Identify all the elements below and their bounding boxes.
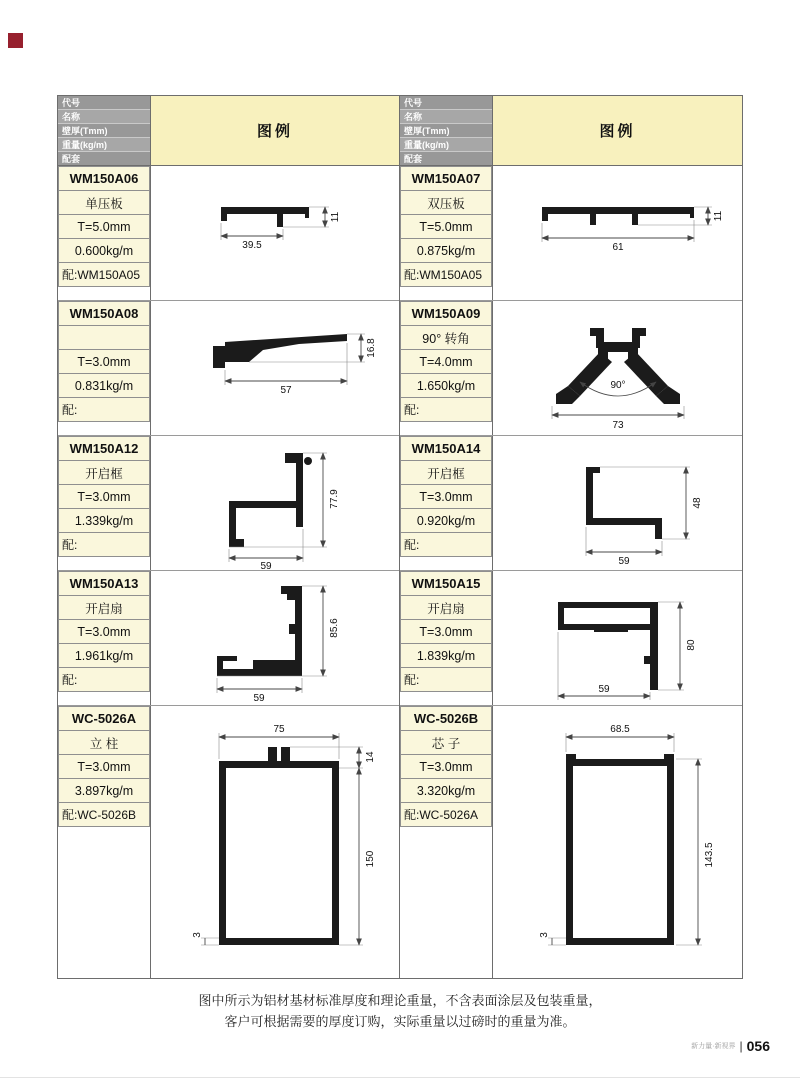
product-labels <box>58 436 151 570</box>
product-diagram <box>493 301 742 435</box>
profile-diagram-wm150a12 <box>151 437 399 570</box>
profile-shape <box>221 207 309 227</box>
product-block-wc5026b <box>400 706 742 978</box>
header-row-thickness: 壁厚(Tmm) <box>58 124 150 138</box>
profile-knob <box>304 457 312 465</box>
profile-diagram-wm150a09 <box>494 302 742 435</box>
profile-left-wall <box>219 767 226 945</box>
brand-tagline: 新力量·新视界 <box>691 1043 736 1050</box>
profile-lip <box>566 754 576 759</box>
product-diagram <box>493 706 742 978</box>
profile-shape <box>213 334 347 368</box>
dim-width-label: 39.5 <box>242 239 262 251</box>
product-diagram <box>151 436 399 570</box>
table-header-labels <box>400 96 493 165</box>
profile-channel-lip <box>223 656 237 661</box>
product-thickness: T=3.0mm <box>400 484 492 509</box>
profile-lip <box>664 754 674 759</box>
product-weight: 1.339kg/m <box>58 508 150 533</box>
dim-width-label: 59 <box>253 692 265 704</box>
dim-tab-label: 14 <box>365 751 376 763</box>
product-block-wm150a14 <box>400 436 742 571</box>
product-name: 开启扇 <box>400 595 492 620</box>
profile-shape <box>285 453 303 527</box>
profile-diagram-wm150a07 <box>494 167 742 300</box>
header-row-match: 配套 <box>58 152 150 165</box>
dim-width-label: 57 <box>280 384 292 396</box>
product-block-wm150a07 <box>400 166 742 301</box>
header-row-match: 配套 <box>400 152 492 165</box>
product-match: 配:WM150A05 <box>58 262 150 287</box>
profile-table-left <box>57 95 400 979</box>
profile-channel-base <box>217 669 295 676</box>
profile-shape <box>586 467 662 539</box>
product-name: 单压板 <box>58 190 150 215</box>
product-weight: 0.600kg/m <box>58 238 150 263</box>
product-name: 开启框 <box>58 460 150 485</box>
product-block-wm150a15 <box>400 571 742 706</box>
product-block-wm150a06 <box>58 166 399 301</box>
profile-left-wall <box>566 759 573 945</box>
product-weight: 0.831kg/m <box>58 373 150 398</box>
table-header <box>58 96 399 166</box>
dim-height-label: 80 <box>685 638 697 651</box>
product-code: WM150A13 <box>58 571 150 596</box>
footer-divider: | <box>739 1039 743 1053</box>
product-diagram <box>493 436 742 570</box>
product-code: WM150A12 <box>58 436 150 461</box>
product-labels <box>400 436 493 570</box>
product-match: 配: <box>400 667 492 692</box>
product-code: WM150A07 <box>400 166 492 191</box>
profile-diagram-wm150a14 <box>494 437 742 570</box>
product-weight: 0.875kg/m <box>400 238 492 263</box>
profile-diagram-wm150a08 <box>151 302 399 435</box>
product-weight: 3.897kg/m <box>58 778 150 803</box>
profile-diagram-wm150a13 <box>151 572 399 705</box>
dim-width-label: 73 <box>611 419 624 431</box>
dim-bottom-label: 3 <box>538 932 550 938</box>
product-thickness: T=5.0mm <box>58 214 150 239</box>
table-header-labels <box>58 96 151 165</box>
profile-diagram-wm150a06 <box>151 167 399 300</box>
profile-shape <box>229 501 296 547</box>
header-row-code: 代号 <box>58 96 150 110</box>
product-match: 配:WC-5026B <box>58 802 150 827</box>
profile-right-wall <box>332 767 339 945</box>
header-row-weight: 重量(kg/m) <box>58 138 150 152</box>
product-weight: 3.320kg/m <box>400 778 492 803</box>
profile-diagram-wm150a15 <box>494 572 742 705</box>
product-thickness: T=3.0mm <box>58 754 150 779</box>
product-diagram <box>493 166 742 300</box>
product-code: WM150A14 <box>400 436 492 461</box>
product-name: 立 柱 <box>58 730 150 755</box>
profile-top-wall <box>566 759 674 766</box>
header-row-name: 名称 <box>58 110 150 124</box>
profile-diagram-wc5026b <box>494 707 742 977</box>
product-labels <box>58 301 151 435</box>
product-thickness: T=3.0mm <box>58 349 150 374</box>
profile-tab <box>281 747 290 761</box>
product-name <box>58 325 150 350</box>
profile-channel-step <box>253 660 295 669</box>
dim-top-label: 68.5 <box>609 724 630 735</box>
product-code: WM150A06 <box>58 166 150 191</box>
profile-bottom-wall <box>566 938 674 945</box>
product-labels <box>58 706 151 978</box>
product-block-wm150a12 <box>58 436 399 571</box>
product-diagram <box>151 301 399 435</box>
profile-tables <box>57 95 743 979</box>
dim-top-label: 75 <box>273 724 285 735</box>
legend-header: 图例 <box>493 96 742 165</box>
footer-note-line2: 客户可根据需要的厚度订购，实际重量以过磅时的重量为准。 <box>224 1014 576 1029</box>
dim-right-label: 143.5 <box>703 842 715 868</box>
product-name: 开启框 <box>400 460 492 485</box>
product-match: 配: <box>58 667 150 692</box>
product-match: 配: <box>58 397 150 422</box>
dim-height-label: 77.9 <box>329 488 340 509</box>
dim-height-label: 11 <box>712 210 724 221</box>
product-code: WM150A15 <box>400 571 492 596</box>
page-number: 056 <box>746 1038 770 1054</box>
product-diagram <box>151 166 399 300</box>
profile-hook <box>590 328 604 348</box>
profile-top-wall <box>219 761 339 768</box>
product-code: WM150A09 <box>400 301 492 326</box>
table-header <box>400 96 742 166</box>
product-block-wm150a13 <box>58 571 399 706</box>
dim-height-label: 48 <box>691 496 703 509</box>
product-thickness: T=3.0mm <box>400 754 492 779</box>
product-name: 90° 转角 <box>400 325 492 350</box>
profile-wing <box>624 352 668 396</box>
product-diagram <box>151 706 399 978</box>
product-thickness: T=3.0mm <box>400 619 492 644</box>
product-diagram <box>151 571 399 705</box>
profile-bottom-wall <box>219 938 339 945</box>
product-code: WC-5026B <box>400 706 492 731</box>
profile-channel-wall <box>217 656 223 676</box>
product-diagram <box>493 571 742 705</box>
dim-width-label: 59 <box>597 683 610 695</box>
product-weight: 0.920kg/m <box>400 508 492 533</box>
product-name: 双压板 <box>400 190 492 215</box>
product-weight: 1.961kg/m <box>58 643 150 668</box>
product-match: 配:WC-5026A <box>400 802 492 827</box>
product-thickness: T=3.0mm <box>58 619 150 644</box>
product-labels <box>58 166 151 300</box>
product-match: 配: <box>58 532 150 557</box>
profile-hook <box>632 328 646 348</box>
product-labels <box>58 571 151 705</box>
product-weight: 1.650kg/m <box>400 373 492 398</box>
product-labels <box>400 301 493 435</box>
product-thickness: T=5.0mm <box>400 214 492 239</box>
footer-note-line1: 图中所示为铝材基材标准厚度和理论重量，不含表面涂层及包装重量， <box>198 993 602 1008</box>
profile-right-wall <box>667 759 674 945</box>
product-name: 开启扇 <box>58 595 150 620</box>
dim-right-label: 150 <box>365 850 376 868</box>
profile-wing <box>568 352 612 396</box>
dim-width-label: 59 <box>260 560 272 570</box>
product-code: WC-5026A <box>58 706 150 731</box>
product-weight: 1.839kg/m <box>400 643 492 668</box>
product-thickness: T=3.0mm <box>58 484 150 509</box>
product-block-wm150a09 <box>400 301 742 436</box>
profile-nub <box>644 656 650 664</box>
brand-logo-mark <box>8 33 23 48</box>
header-row-code: 代号 <box>400 96 492 110</box>
profile-nub <box>289 624 295 634</box>
profile-diagram-wc5026a <box>151 707 399 977</box>
dim-bottom-label: 3 <box>192 932 203 938</box>
product-code: WM150A08 <box>58 301 150 326</box>
product-block-wm150a08 <box>58 301 399 436</box>
dim-height-label: 16.8 <box>366 337 377 358</box>
header-row-thickness: 壁厚(Tmm) <box>400 124 492 138</box>
profile-bar <box>650 602 658 690</box>
footer-note <box>57 990 743 1032</box>
product-labels <box>400 706 493 978</box>
product-match: 配: <box>400 397 492 422</box>
bottom-rule <box>0 1077 800 1078</box>
dim-height-label: 11 <box>330 211 341 222</box>
profile-shape <box>542 207 694 225</box>
dim-width-label: 61 <box>611 241 624 253</box>
product-match: 配:WM150A05 <box>400 262 492 287</box>
profile-step <box>594 624 628 632</box>
product-name: 芯 子 <box>400 730 492 755</box>
profile-table-right <box>400 95 743 979</box>
dim-height-label: 85.6 <box>329 617 340 638</box>
product-thickness: T=4.0mm <box>400 349 492 374</box>
dim-width-label: 59 <box>617 555 630 567</box>
legend-header: 图例 <box>151 96 399 165</box>
product-block-wc5026a <box>58 706 399 978</box>
header-row-weight: 重量(kg/m) <box>400 138 492 152</box>
page-footer <box>691 1038 770 1054</box>
profile-tab <box>268 747 277 761</box>
product-labels <box>400 571 493 705</box>
header-row-name: 名称 <box>400 110 492 124</box>
dim-angle-label: 90° <box>609 379 626 391</box>
product-match: 配: <box>400 532 492 557</box>
product-labels <box>400 166 493 300</box>
